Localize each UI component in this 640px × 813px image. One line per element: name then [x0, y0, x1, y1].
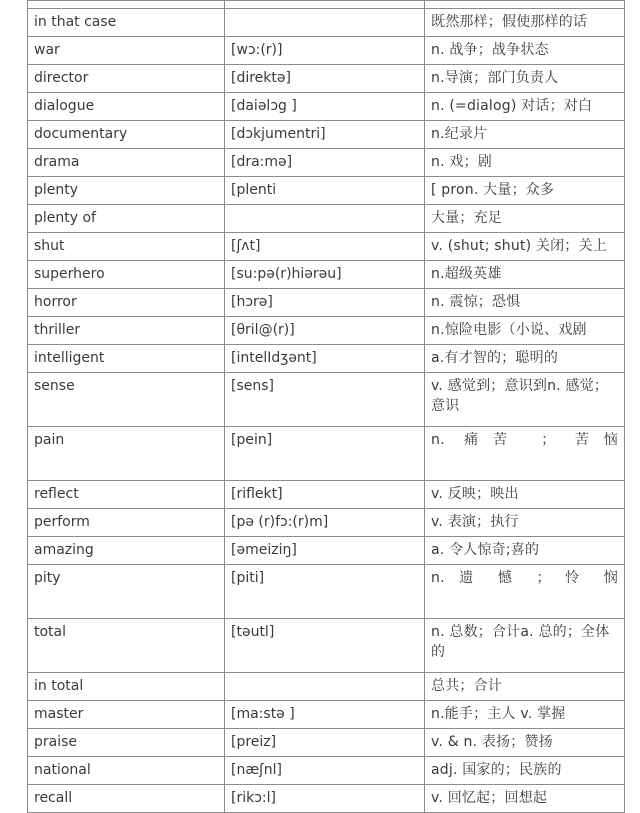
table-row: [28, 673, 625, 701]
table-row: [28, 149, 625, 177]
phonetic-cell: [dra:mə]: [225, 149, 425, 177]
table-row: [28, 481, 625, 509]
definition-cell: [ pron. 大量；众多: [425, 177, 625, 205]
table-row: [28, 233, 625, 261]
table-row: [28, 317, 625, 345]
definition-cell: v. 反映；映出: [425, 481, 625, 509]
word-cell: in that case: [28, 9, 225, 37]
table-row: [28, 619, 625, 673]
word-cell: master: [28, 701, 225, 729]
word-cell: reflect: [28, 481, 225, 509]
table-row: [28, 729, 625, 757]
table-row: [28, 565, 625, 619]
definition-cell: n. (=dialog) 对话；对白: [425, 93, 625, 121]
table-row: [28, 701, 625, 729]
phonetic-cell: [sens]: [225, 373, 425, 427]
word-cell: drama: [28, 149, 225, 177]
table-row: [28, 757, 625, 785]
phonetic-cell: [rikɔ:l]: [225, 785, 425, 813]
table-row: [28, 121, 625, 149]
word-cell: pity: [28, 565, 225, 619]
word-cell: pain: [28, 427, 225, 481]
phonetic-cell: [plenti: [225, 177, 425, 205]
table-row: [28, 65, 625, 93]
table-row: [28, 261, 625, 289]
table-row: [28, 37, 625, 65]
phonetic-cell: [ma:stə ]: [225, 701, 425, 729]
definition-cell: n. 战争；战争状态: [425, 37, 625, 65]
phonetic-cell: [dɔkjumentri]: [225, 121, 425, 149]
phonetic-cell: [pein]: [225, 427, 425, 481]
phonetic-cell: [əmeiziŋ]: [225, 537, 425, 565]
word-cell: national: [28, 757, 225, 785]
word-cell: shut: [28, 233, 225, 261]
phonetic-cell: [pə (r)fɔ:(r)m]: [225, 509, 425, 537]
definition-cell: n.惊险电影（小说、戏剧: [425, 317, 625, 345]
word-cell: thriller: [28, 317, 225, 345]
word-cell: intelligent: [28, 345, 225, 373]
word-cell: superhero: [28, 261, 225, 289]
phonetic-cell: [preiz]: [225, 729, 425, 757]
word-cell: plenty of: [28, 205, 225, 233]
phonetic-cell: [225, 205, 425, 233]
phonetic-cell: [wɔ:(r)]: [225, 37, 425, 65]
table-row: [28, 509, 625, 537]
word-cell: in total: [28, 673, 225, 701]
definition-cell: n. 震惊；恐惧: [425, 289, 625, 317]
table-row: [28, 289, 625, 317]
definition-cell: 总共；合计: [425, 673, 625, 701]
table-row: [28, 373, 625, 427]
definition-cell: v. 表演；执行: [425, 509, 625, 537]
definition-cell: v. (shut; shut) 关闭；关上: [425, 233, 625, 261]
table-row: [28, 537, 625, 565]
definition-cell: n. 痛苦 ； 苦恼: [425, 427, 625, 481]
table-row: [28, 177, 625, 205]
phonetic-cell: [direktə]: [225, 65, 425, 93]
phonetic-cell: [intelIdʒənt]: [225, 345, 425, 373]
phonetic-cell: [225, 9, 425, 37]
definition-cell: a.有才智的；聪明的: [425, 345, 625, 373]
word-cell: director: [28, 65, 225, 93]
definition-cell: n. 总数；合计a. 总的；全体的: [425, 619, 625, 673]
phonetic-cell: [təutl]: [225, 619, 425, 673]
phonetic-cell: [daiəlɔg ]: [225, 93, 425, 121]
phonetic-cell: [su:pə(r)hiərəu]: [225, 261, 425, 289]
definition-cell: n.能手；主人 v. 掌握: [425, 701, 625, 729]
table-row: [28, 427, 625, 481]
phonetic-cell: [225, 673, 425, 701]
definition-cell: n. 遗 憾 ； 怜 悯: [425, 565, 625, 619]
definition-cell: v. & n. 表扬；赞扬: [425, 729, 625, 757]
definition-cell: v. 感觉到；意识到n. 感觉；意识: [425, 373, 625, 427]
definition-cell: n.纪录片: [425, 121, 625, 149]
word-cell: war: [28, 37, 225, 65]
table-row: [28, 205, 625, 233]
definition-cell: adj. 国家的；民族的: [425, 757, 625, 785]
phonetic-cell: [næʃnl]: [225, 757, 425, 785]
definition-cell: a. 令人惊奇;喜的: [425, 537, 625, 565]
word-cell: amazing: [28, 537, 225, 565]
definition-cell: v. 回忆起；回想起: [425, 785, 625, 813]
word-cell: total: [28, 619, 225, 673]
vocabulary-table: [27, 0, 625, 813]
word-cell: horror: [28, 289, 225, 317]
phonetic-cell: [hɔrə]: [225, 289, 425, 317]
table-row: [28, 345, 625, 373]
word-cell: dialogue: [28, 93, 225, 121]
table-row: [28, 93, 625, 121]
definition-cell: 既然那样；假使那样的话: [425, 9, 625, 37]
table-top-edge: [28, 1, 625, 9]
phonetic-cell: [piti]: [225, 565, 425, 619]
phonetic-cell: [ʃʌt]: [225, 233, 425, 261]
word-cell: praise: [28, 729, 225, 757]
vocabulary-sheet: [27, 0, 624, 813]
phonetic-cell: [θril@(r)]: [225, 317, 425, 345]
phonetic-cell: [riflekt]: [225, 481, 425, 509]
table-row: [28, 9, 625, 37]
definition-cell: n.超级英雄: [425, 261, 625, 289]
word-cell: documentary: [28, 121, 225, 149]
word-cell: plenty: [28, 177, 225, 205]
word-cell: perform: [28, 509, 225, 537]
definition-cell: 大量；充足: [425, 205, 625, 233]
word-cell: recall: [28, 785, 225, 813]
definition-cell: n.导演；部门负责人: [425, 65, 625, 93]
definition-cell: n. 戏；剧: [425, 149, 625, 177]
word-cell: sense: [28, 373, 225, 427]
